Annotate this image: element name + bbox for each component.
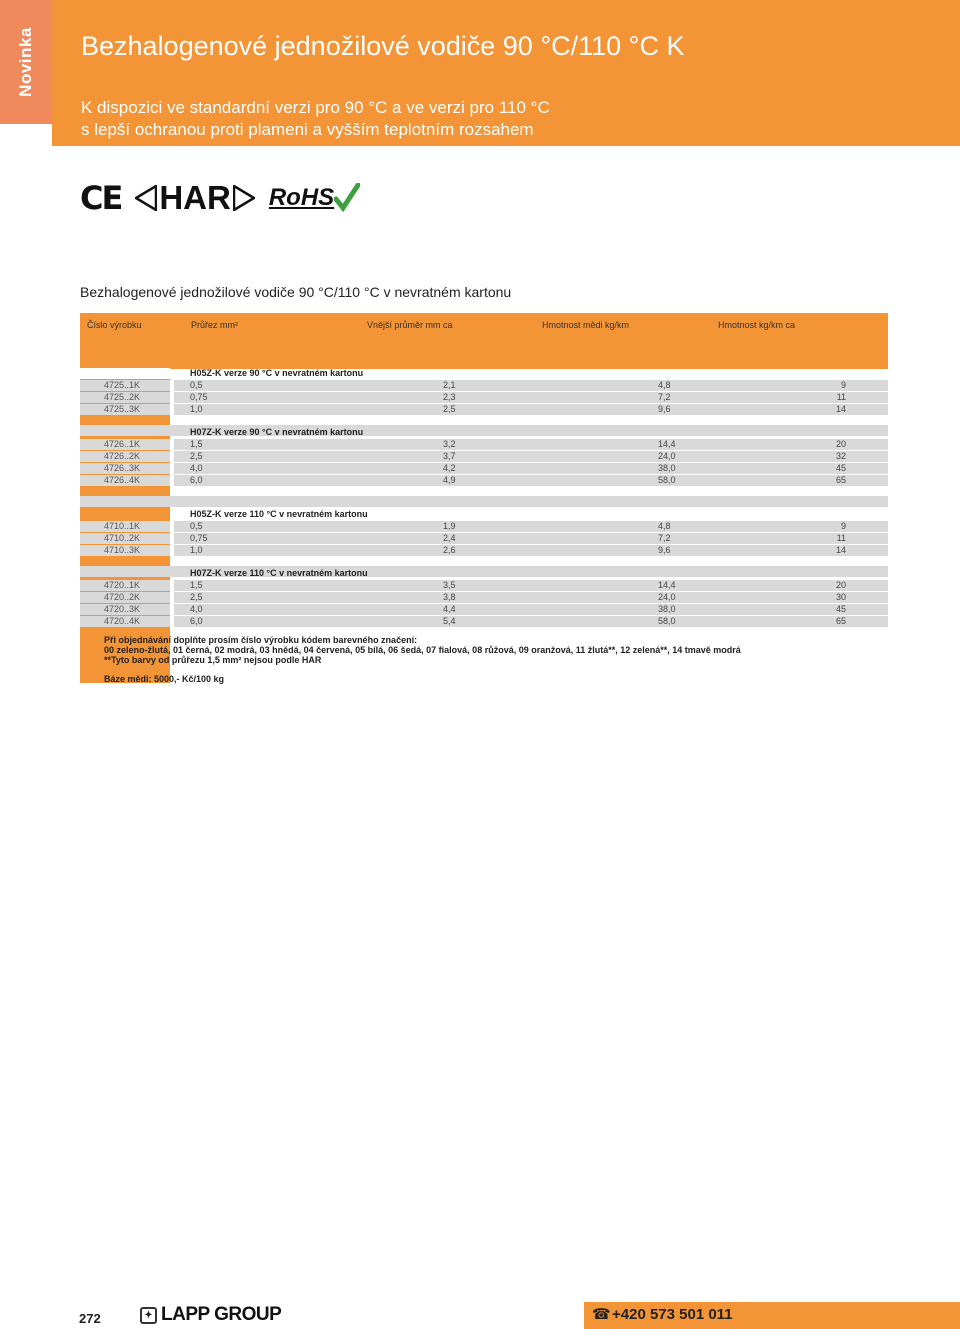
weight: 14 <box>835 545 846 555</box>
outer-diameter: 2,4 <box>443 533 456 543</box>
copper-weight: 9,6 <box>658 545 671 555</box>
outer-diameter: 3,7 <box>443 451 456 461</box>
cross-section: 4,0 <box>190 604 203 614</box>
outer-diameter: 4,9 <box>443 475 456 485</box>
weight: 9 <box>840 521 846 531</box>
side-tab-label: Novinka <box>16 27 36 97</box>
part-number: 4720..2K <box>104 592 141 602</box>
copper-weight: 14,4 <box>658 580 676 590</box>
table-row <box>80 580 888 592</box>
cross-section: 2,5 <box>190 592 203 602</box>
outer-diameter: 4,2 <box>443 463 456 473</box>
har-footnote: **Tyto barvy od průřezu 1,5 mm² nejsou podle HAR <box>104 655 322 665</box>
certification-logos <box>80 178 360 218</box>
phone-bar <box>584 1302 960 1329</box>
table-row <box>80 545 888 557</box>
page-subtitle-line2: s lepší ochranou proti plameni a vyšším teplotním rozsahem <box>81 120 534 139</box>
cross-section: 1,5 <box>190 439 203 449</box>
header-banner <box>52 0 960 146</box>
copper-weight: 9,6 <box>658 404 671 414</box>
copper-base-note: Báze mědi: 5000,- Kč/100 kg <box>104 674 225 684</box>
part-number: 4720..3K <box>104 604 141 614</box>
weight: 11 <box>836 533 846 543</box>
cross-section: 1,0 <box>190 404 203 414</box>
table-row <box>80 592 888 604</box>
part-number: 4726..2K <box>104 451 141 461</box>
table-row <box>80 392 888 404</box>
copper-weight: 4,8 <box>658 521 671 531</box>
outer-diameter: 3,8 <box>443 592 456 602</box>
copper-weight: 4,8 <box>658 380 671 390</box>
table-row <box>80 533 888 545</box>
table-row <box>80 404 888 416</box>
copper-weight: 58,0 <box>658 475 676 485</box>
cross-section: 6,0 <box>190 616 203 626</box>
outer-diameter: 2,3 <box>443 392 456 402</box>
outer-diameter: 5,4 <box>443 616 456 626</box>
outer-diameter: 3,2 <box>443 439 456 449</box>
group-heading: H07Z-K verze 110 °C v nevratném kartonu <box>190 568 368 578</box>
column-header-part-number: Číslo výrobku <box>87 320 142 330</box>
copper-weight: 58,0 <box>658 616 676 626</box>
har-mark-label: HAR <box>159 179 231 216</box>
ce-mark-icon: CE <box>80 179 122 217</box>
color-codes-note: 00 zeleno-žlutá, 01 černá, 02 modrá, 03 hnědá, 04 červená, 05 bílá, 06 šedá, 07 fialová, 08 růžová, 09 oranžová, 11 žlutá**, 12 zelená**, 14 tmavě modrá <box>104 645 741 655</box>
weight: 20 <box>835 439 846 449</box>
rohs-mark-label: RoHS <box>268 184 335 211</box>
column-header-weight: Hmotnost kg/km ca <box>718 320 796 330</box>
lapp-logo-icon: ✦ <box>140 1307 157 1324</box>
table-header <box>80 313 888 369</box>
cross-section: 2,5 <box>190 451 203 461</box>
copper-weight: 24,0 <box>658 451 676 461</box>
outer-diameter: 4,4 <box>443 604 456 614</box>
table-title: Bezhalogenové jednožilové vodiče 90 °C/110 °C v nevratném kartonu <box>80 284 512 300</box>
part-number: 4726..3K <box>104 463 141 473</box>
cross-section: 0,75 <box>190 392 208 402</box>
copper-weight: 38,0 <box>658 604 676 614</box>
table-row <box>80 616 888 628</box>
group-heading-row <box>80 427 888 439</box>
part-number: 4720..4K <box>104 616 141 626</box>
part-number: 4726..4K <box>104 475 141 485</box>
column-header-outer-diameter: Vnější průměr mm ca <box>367 320 453 330</box>
copper-weight: 14,4 <box>658 439 676 449</box>
weight: 11 <box>836 392 846 402</box>
table-row <box>80 604 888 616</box>
page-title: Bezhalogenové jednožilové vodiče 90 °C/110 °C K <box>81 31 685 61</box>
group-heading-row <box>80 509 888 521</box>
cross-section: 4,0 <box>190 463 203 473</box>
outer-diameter: 2,6 <box>443 545 456 555</box>
table-row <box>80 475 888 487</box>
table-row <box>80 521 888 533</box>
table-row <box>80 439 888 451</box>
outer-diameter: 3,5 <box>443 580 456 590</box>
copper-weight: 38,0 <box>658 463 676 473</box>
weight: 65 <box>835 475 846 485</box>
rohs-mark-icon <box>269 183 360 213</box>
table-row <box>80 463 888 475</box>
part-number: 4710..2K <box>104 533 141 543</box>
outer-diameter: 1,9 <box>443 521 456 531</box>
weight: 45 <box>835 604 846 614</box>
phone-number[interactable]: +420 573 501 011 <box>612 1306 733 1323</box>
copper-weight: 24,0 <box>658 592 676 602</box>
weight: 9 <box>840 380 846 390</box>
cross-section: 0,5 <box>190 521 203 531</box>
order-note: Při objednávání doplňte prosím číslo výrobku kódem barevného značení: <box>104 635 418 645</box>
weight: 14 <box>835 404 846 414</box>
weight: 20 <box>835 580 846 590</box>
copper-weight: 7,2 <box>658 533 671 543</box>
cross-section: 6,0 <box>190 475 203 485</box>
group-heading-row <box>80 368 888 380</box>
group-separator <box>80 496 888 507</box>
cross-section: 1,0 <box>190 545 203 555</box>
phone-icon: ☎ <box>592 1306 611 1323</box>
outer-diameter: 2,5 <box>443 404 456 414</box>
column-header-cross-section: Průřez mm² <box>191 320 238 330</box>
weight: 65 <box>835 616 846 626</box>
copper-weight: 7,2 <box>658 392 671 402</box>
page-number: 272 <box>79 1311 101 1326</box>
weight: 30 <box>835 592 846 602</box>
cross-section: 1,5 <box>190 580 203 590</box>
part-number: 4720..1K <box>104 580 141 590</box>
table-row <box>80 380 888 392</box>
table-row <box>80 451 888 463</box>
weight: 32 <box>835 451 846 461</box>
lapp-group-logo <box>140 1304 281 1326</box>
brand-name: LAPP GROUP <box>161 1304 282 1325</box>
cross-section: 0,75 <box>190 533 208 543</box>
part-number: 4726..1K <box>104 439 141 449</box>
outer-diameter: 2,1 <box>443 380 456 390</box>
group-heading: H05Z-K verze 110 °C v nevratném kartonu <box>190 509 368 519</box>
group-heading: H07Z-K verze 90 °C v nevratném kartonu <box>190 427 364 437</box>
part-number: 4725..3K <box>104 404 141 414</box>
part-number: 4710..1K <box>104 521 141 531</box>
part-number: 4725..1K <box>104 380 141 390</box>
cross-section: 0,5 <box>190 380 203 390</box>
har-mark-icon <box>135 179 255 217</box>
part-number: 4710..3K <box>104 545 141 555</box>
weight: 45 <box>835 463 846 473</box>
group-heading-row <box>80 568 888 580</box>
part-number: 4725..2K <box>104 392 141 402</box>
page-subtitle-line1: K dispozici ve standardní verzi pro 90 °C a ve verzi pro 110 °C <box>81 98 550 117</box>
column-header-copper-weight: Hmotnost mědi kg/km <box>542 320 630 330</box>
group-heading: H05Z-K verze 90 °C v nevratném kartonu <box>190 368 364 378</box>
side-tab <box>0 0 52 124</box>
